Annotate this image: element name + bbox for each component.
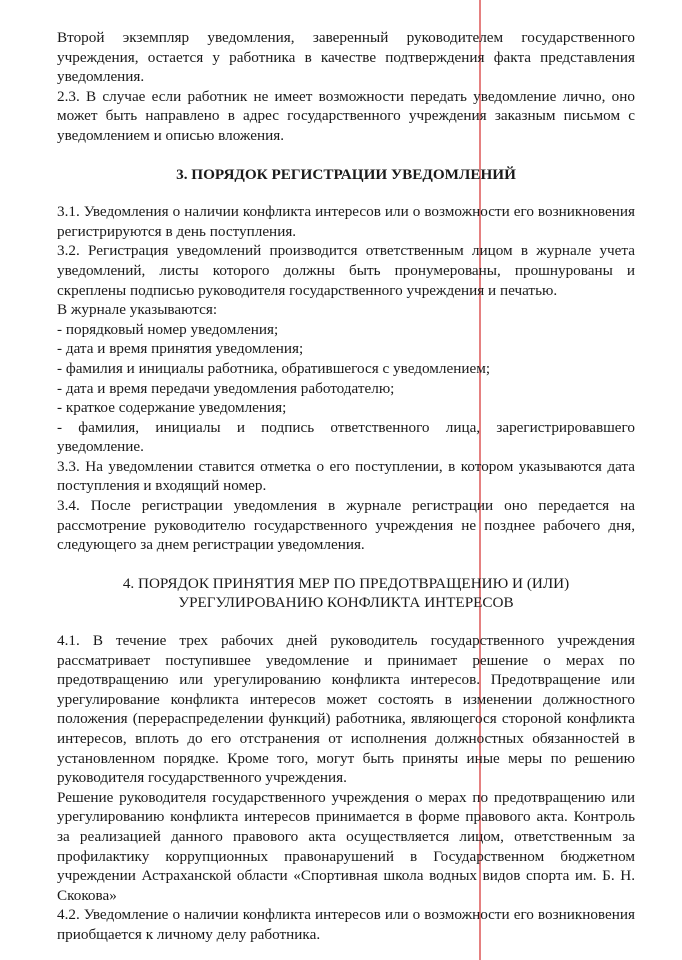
list-item: - краткое содержание уведомления;	[57, 399, 287, 417]
paragraph-3-4: 3.4. После регистрации уведомления в журнале регистрации оно передается на рассмотрение руководителю государственного учреждения не позднее рабочего дня, следующего за днем регистрации уведомления.	[57, 497, 635, 554]
paragraph-decision: Решение руководителя государственного учреждения о мерах по предотвращению или урегулированию конфликта интересов принимается в форме правового акта. Контроль за реализацией данного правового акта осуществляется лицом, ответственным за профилактику коррупционных правонарушений в Государственном бюджетном учреждении Астраханской области «Спортивная школа водных видов спорта им. Б. Н. Скокова»	[57, 788, 635, 904]
section-4-heading	[57, 574, 635, 613]
section-3-heading: 3. ПОРЯДОК РЕГИСТРАЦИИ УВЕДОМЛЕНИЙ	[176, 165, 516, 183]
paragraph-top-1: Второй экземпляр уведомления, заверенный руководителем государственного учреждения, остается у работника в качестве подтверждения факта представления уведомления.	[57, 29, 635, 86]
list-item: - дата и время передачи уведомления работодателю;	[57, 379, 395, 397]
list-item: - дата и время принятия уведомления;	[57, 340, 304, 358]
paragraph-3-2: 3.2. Регистрация уведомлений производится ответственным лицом в журнале учета уведомлений, листы которого должны быть пронумерованы, прошнурованы и скреплены подписью руководителя государственного учреждения и печатью.	[57, 242, 635, 299]
section-4-heading-line-1: 4. ПОРЯДОК ПРИНЯТИЯ МЕР ПО ПРЕДОТВРАЩЕНИЮ И (ИЛИ)	[122, 574, 570, 592]
paragraph-4-1: 4.1. В течение трех рабочих дней руководитель государственного учреждения рассматривает поступившее уведомление и принимает решение о мерах по предотвращению или урегулированию конфликта интересов. Предотвращение или урегулирование конфликта интересов может состоять в изменении должностного положения (перераспределении функций) работника, являющегося стороной конфликта интересов, вплоть до его отстранения от исполнения должностных обязанностей в установленном порядке. Кроме того, могут быть приняты иные меры по решению руководителя государственного учреждения.	[57, 632, 635, 787]
paragraph-4-2: 4.2. Уведомление о наличии конфликта интересов или о возможности его возникновения приобщается к личному делу работника.	[57, 906, 635, 943]
list-item: - фамилия и инициалы работника, обратившегося с уведомлением;	[57, 359, 491, 377]
list-item: - фамилия, инициалы и подпись ответственного лица, зарегистрировавшего уведомление.	[57, 418, 635, 456]
document-content	[57, 28, 635, 945]
list-item: - порядковый номер уведомления;	[57, 320, 279, 338]
paragraph-2-3: 2.3. В случае если работник не имеет возможности передать уведомление лично, оно может быть направлено в адрес государственного учреждения заказным письмом с уведомлением и описью вложения.	[57, 87, 635, 144]
section-4-heading-line-2: УРЕГУЛИРОВАНИЮ КОНФЛИКТА ИНТЕРЕСОВ	[178, 594, 514, 612]
journal-intro: В журнале указываются:	[57, 301, 218, 319]
paragraph-3-1: 3.1. Уведомления о наличии конфликта интересов или о возможности его возникновения регистрируются в день поступления.	[57, 203, 635, 240]
paragraph-3-3: 3.3. На уведомлении ставится отметка о его поступлении, в котором указываются дата поступления и входящий номер.	[57, 457, 635, 495]
